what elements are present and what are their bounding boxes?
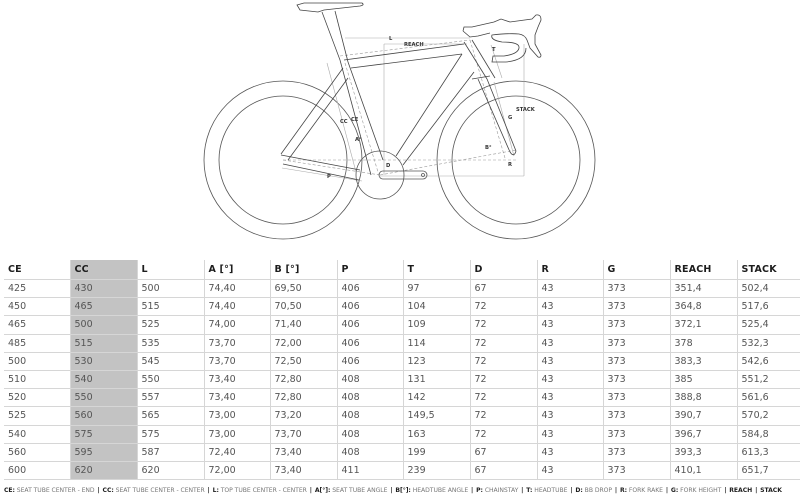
legend-key: L:	[212, 487, 219, 494]
label-b-angle: B°	[485, 145, 492, 151]
table-cell: 73,40	[204, 389, 270, 407]
table-cell: 651,7	[737, 461, 800, 479]
table-cell: 406	[337, 334, 403, 352]
geometry-table	[4, 260, 800, 480]
crank-arm	[379, 171, 427, 179]
table-cell: 545	[137, 352, 204, 370]
legend-key: P:	[476, 487, 483, 494]
table-cell: 584,8	[737, 425, 800, 443]
table-cell: 450	[4, 298, 70, 316]
legend-separator: |	[570, 487, 573, 494]
table-cell: 500	[70, 316, 137, 334]
table-cell: 72,00	[270, 334, 337, 352]
table-cell: 43	[537, 352, 603, 370]
table-row	[4, 443, 800, 461]
table-cell: 565	[137, 407, 204, 425]
table-cell: 73,20	[270, 407, 337, 425]
table-cell: 73,70	[204, 334, 270, 352]
legend-separator: |	[207, 487, 210, 494]
table-cell: 510	[4, 370, 70, 388]
column-header: P	[337, 260, 403, 280]
table-cell: 525	[137, 316, 204, 334]
table-cell: 163	[403, 425, 470, 443]
table-cell: 408	[337, 407, 403, 425]
table-cell: 575	[70, 425, 137, 443]
table-cell: 542,6	[737, 352, 800, 370]
table-cell: 72,50	[270, 352, 337, 370]
legend-separator: |	[309, 487, 312, 494]
table-cell: 73,40	[270, 443, 337, 461]
table-cell: 525,4	[737, 316, 800, 334]
table-cell: 515	[70, 334, 137, 352]
legend-separator: |	[97, 487, 100, 494]
table-header-row	[4, 260, 800, 280]
table-cell: 142	[403, 389, 470, 407]
table-cell: 378	[670, 334, 737, 352]
table-cell: 109	[403, 316, 470, 334]
table-cell: 385	[670, 370, 737, 388]
table-cell: 43	[537, 389, 603, 407]
table-cell: 72,40	[204, 443, 270, 461]
table-cell: 408	[337, 443, 403, 461]
table-cell: 557	[137, 389, 204, 407]
table-cell: 72	[470, 298, 537, 316]
table-cell: 540	[70, 370, 137, 388]
legend-key: R:	[620, 487, 628, 494]
table-cell: 373	[603, 298, 670, 316]
table-row	[4, 407, 800, 425]
table-cell: 595	[70, 443, 137, 461]
table-row	[4, 334, 800, 352]
table-cell: 517,6	[737, 298, 800, 316]
table-cell: 67	[470, 280, 537, 298]
table-cell: 73,70	[204, 352, 270, 370]
legend-key: A[°]:	[314, 487, 331, 494]
table-row	[4, 280, 800, 298]
table-cell: 199	[403, 443, 470, 461]
table-cell: 532,3	[737, 334, 800, 352]
legend-key: D:	[575, 487, 583, 494]
table-cell: 465	[70, 298, 137, 316]
column-header: CC	[70, 260, 137, 280]
legend-separator: |	[521, 487, 524, 494]
table-cell: 72	[470, 334, 537, 352]
saddle-icon	[297, 3, 363, 12]
table-cell: 67	[470, 461, 537, 479]
table-cell: 530	[70, 352, 137, 370]
table-cell: 372,1	[670, 316, 737, 334]
table-cell: 373	[603, 334, 670, 352]
table-cell: 520	[4, 389, 70, 407]
measurement-lines	[282, 38, 524, 181]
table-cell: 43	[537, 407, 603, 425]
table-cell: 500	[137, 280, 204, 298]
table-cell: 72,00	[204, 461, 270, 479]
table-cell: 43	[537, 334, 603, 352]
legend-key: REACH	[729, 487, 753, 494]
table-cell: 560	[70, 407, 137, 425]
table-cell: 388,8	[670, 389, 737, 407]
table-cell: 373	[603, 316, 670, 334]
table-cell: 550	[137, 370, 204, 388]
table-cell: 620	[70, 461, 137, 479]
label-d: D	[386, 163, 391, 169]
table-cell: 502,4	[737, 280, 800, 298]
legend-key: CC:	[102, 487, 114, 494]
legend-text: TOP TUBE CENTER - CENTER	[218, 487, 309, 494]
label-ce: CE	[351, 117, 359, 123]
bike-frame	[281, 11, 516, 180]
table-cell: 43	[537, 461, 603, 479]
table-cell: 465	[4, 316, 70, 334]
column-header: B [°]	[270, 260, 337, 280]
column-header: STACK	[737, 260, 800, 280]
table-cell: 69,50	[270, 280, 337, 298]
table-cell: 43	[537, 443, 603, 461]
legend-key: STACK	[760, 487, 782, 494]
table-cell: 373	[603, 461, 670, 479]
table-cell: 72	[470, 352, 537, 370]
table-cell: 396,7	[670, 425, 737, 443]
table-cell: 43	[537, 280, 603, 298]
legend-text: SEAT TUBE CENTER - END	[14, 487, 97, 494]
table-cell: 408	[337, 389, 403, 407]
table-cell: 430	[70, 280, 137, 298]
label-reach: REACH	[404, 42, 424, 48]
table-cell: 373	[603, 425, 670, 443]
abbreviation-legend	[4, 487, 800, 494]
table-cell: 575	[137, 425, 204, 443]
label-t: T	[492, 47, 496, 53]
label-a-angle: A°	[355, 137, 362, 143]
table-cell: 535	[137, 334, 204, 352]
legend-separator: |	[390, 487, 393, 494]
table-cell: 74,00	[204, 316, 270, 334]
table-cell: 600	[4, 461, 70, 479]
table-row	[4, 352, 800, 370]
column-header: T	[403, 260, 470, 280]
label-g: G	[508, 115, 513, 121]
table-row	[4, 461, 800, 479]
table-cell: 383,3	[670, 352, 737, 370]
table-cell: 406	[337, 316, 403, 334]
table-cell: 560	[4, 443, 70, 461]
table-cell: 373	[603, 389, 670, 407]
column-header: D	[470, 260, 537, 280]
table-cell: 72	[470, 425, 537, 443]
legend-text: SEAT TUBE CENTER - CENTER	[113, 487, 207, 494]
legend-text: HEADTUBE	[532, 487, 570, 494]
table-cell: 525	[4, 407, 70, 425]
legend-key: CE:	[4, 487, 15, 494]
table-cell: 123	[403, 352, 470, 370]
table-cell: 72	[470, 370, 537, 388]
legend-key: T:	[526, 487, 533, 494]
table-cell: 373	[603, 407, 670, 425]
table-cell: 73,40	[204, 370, 270, 388]
table-row	[4, 298, 800, 316]
table-cell: 72	[470, 407, 537, 425]
table-cell: 72	[470, 316, 537, 334]
table-cell: 406	[337, 298, 403, 316]
table-cell: 364,8	[670, 298, 737, 316]
table-cell: 43	[537, 316, 603, 334]
table-cell: 540	[4, 425, 70, 443]
table-cell: 587	[137, 443, 204, 461]
table-cell: 72	[470, 389, 537, 407]
legend-text: SEAT TUBE ANGLE	[330, 487, 390, 494]
table-cell: 114	[403, 334, 470, 352]
legend-text: BB DROP	[582, 487, 614, 494]
column-header: A [°]	[204, 260, 270, 280]
table-cell: 393,3	[670, 443, 737, 461]
table-cell: 373	[603, 352, 670, 370]
legend-separator: |	[755, 487, 758, 494]
table-cell: 71,40	[270, 316, 337, 334]
table-cell: 406	[337, 352, 403, 370]
table-row	[4, 316, 800, 334]
table-row	[4, 370, 800, 388]
column-header: R	[537, 260, 603, 280]
table-cell: 408	[337, 370, 403, 388]
table-cell: 70,50	[270, 298, 337, 316]
table-cell: 551,2	[737, 370, 800, 388]
legend-separator: |	[724, 487, 727, 494]
table-cell: 408	[337, 425, 403, 443]
table-cell: 411	[337, 461, 403, 479]
table-cell: 239	[403, 461, 470, 479]
label-stack: STACK	[516, 107, 535, 113]
legend-separator: |	[471, 487, 474, 494]
column-header: CE	[4, 260, 70, 280]
table-cell: 74,40	[204, 280, 270, 298]
table-cell: 613,3	[737, 443, 800, 461]
table-cell: 73,40	[270, 461, 337, 479]
table-row	[4, 389, 800, 407]
table-cell: 390,7	[670, 407, 737, 425]
legend-separator: |	[665, 487, 669, 494]
table-cell: 410,1	[670, 461, 737, 479]
table-row	[4, 425, 800, 443]
table-cell: 72,80	[270, 389, 337, 407]
table-cell: 500	[4, 352, 70, 370]
legend-key: B[°]:	[395, 487, 411, 494]
table-cell: 485	[4, 334, 70, 352]
label-r: R	[508, 162, 512, 168]
table-cell: 72,80	[270, 370, 337, 388]
label-cc: CC	[340, 119, 348, 125]
table-cell: 373	[603, 370, 670, 388]
table-cell: 425	[4, 280, 70, 298]
table-cell: 73,00	[204, 425, 270, 443]
table-cell: 74,40	[204, 298, 270, 316]
table-cell: 131	[403, 370, 470, 388]
table-cell: 373	[603, 280, 670, 298]
column-header: REACH	[670, 260, 737, 280]
table-cell: 550	[70, 389, 137, 407]
table-cell: 97	[403, 280, 470, 298]
table-cell: 351,4	[670, 280, 737, 298]
geometry-centerlines	[283, 40, 516, 175]
table-cell: 73,70	[270, 425, 337, 443]
table-cell: 515	[137, 298, 204, 316]
table-cell: 73,00	[204, 407, 270, 425]
legend-text: HEADTUBE ANGLE	[410, 487, 471, 494]
table-cell: 104	[403, 298, 470, 316]
table-cell: 67	[470, 443, 537, 461]
label-l: L	[389, 36, 393, 42]
column-header: G	[603, 260, 670, 280]
table-cell: 620	[137, 461, 204, 479]
column-header: L	[137, 260, 204, 280]
legend-text: FORK HEIGHT	[678, 487, 724, 494]
table-cell: 43	[537, 298, 603, 316]
table-cell: 149,5	[403, 407, 470, 425]
legend-text: FORK RAKE	[627, 487, 665, 494]
table-cell: 43	[537, 370, 603, 388]
table-cell: 373	[603, 443, 670, 461]
table-cell: 406	[337, 280, 403, 298]
table-cell: 561,6	[737, 389, 800, 407]
legend-key: G:	[670, 487, 679, 494]
legend-separator: |	[614, 487, 618, 494]
table-cell: 570,2	[737, 407, 800, 425]
table-body	[4, 280, 800, 480]
table-cell: 43	[537, 425, 603, 443]
legend-text: CHAINSTAY	[482, 487, 521, 494]
label-p: P	[327, 174, 331, 180]
